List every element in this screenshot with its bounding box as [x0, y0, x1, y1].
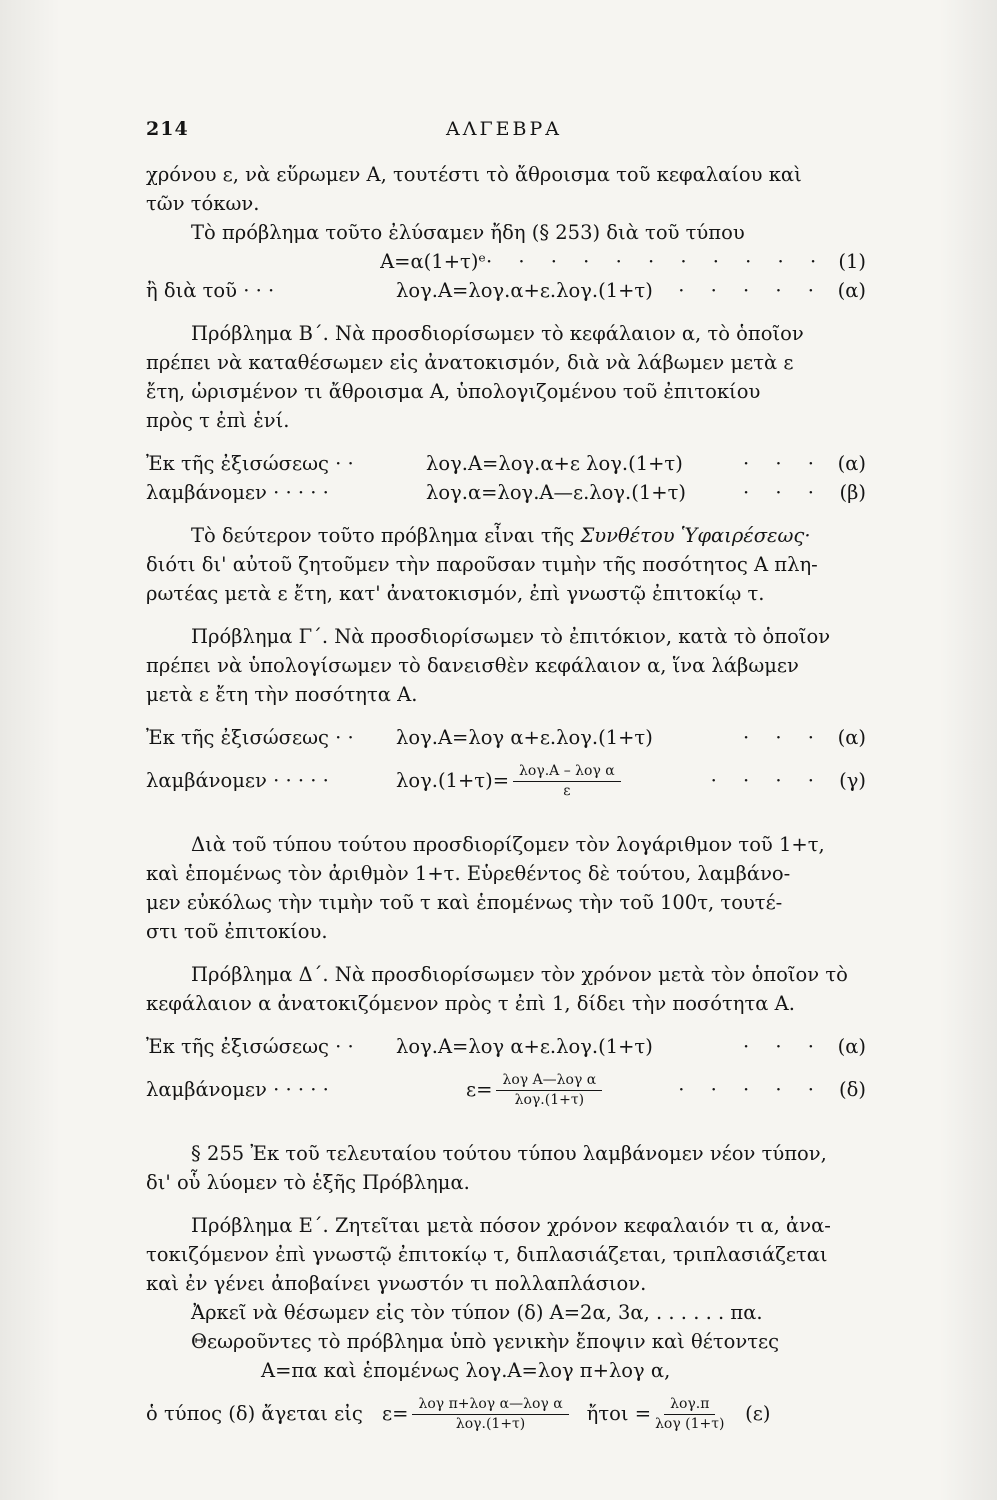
- fraction-denominator: λογ.(1+τ): [455, 1415, 526, 1432]
- equation-prefix: ὁ τύπος (δ) ἄγεται εἰς: [146, 1402, 363, 1425]
- problem-b-line: Πρόβλημα Β΄. Νὰ προσδιορίσωμεν τὸ κεφάλαιον α, τὸ ὁποῖον: [191, 322, 804, 345]
- text-line: μεν εὐκόλως τὴν τιμὴν τοῦ τ καὶ ἑπομένως τὴν τοῦ 100τ, τουτέ-: [146, 891, 783, 914]
- leader-dots: · · ·: [743, 1035, 824, 1058]
- page-body: [146, 160, 866, 1443]
- text-line: διότι δι' αὐτοῦ ζητοῦμεν τὴν παροῦσαν τιμὴν τῆς ποσότητος Α πλη-: [146, 553, 818, 576]
- equation-prefix: Ἐκ τῆς ἐξισώσεως · ·: [146, 726, 354, 749]
- fraction-numerator: λογ Α—λογ α: [496, 1072, 602, 1091]
- page-header: [146, 118, 864, 148]
- equation-d2: [146, 1061, 866, 1119]
- equation-prefix: λαμβάνομεν · · · · ·: [146, 481, 329, 504]
- equation-d1: [146, 1032, 866, 1061]
- fraction-numerator: λογ π+λογ α—λογ α: [412, 1396, 568, 1415]
- equation-tag: (ε): [745, 1402, 771, 1425]
- equation-tag: (β): [839, 481, 866, 504]
- equation-prefix: Ἐκ τῆς ἐξισώσεως · ·: [146, 1035, 354, 1058]
- text-line: δι' οὗ λύομεν τὸ ἑξῆς Πρόβλημα.: [146, 1171, 470, 1194]
- equation-expr: λογ.Α=λογ.α+ε.λογ.(1+τ): [396, 279, 653, 302]
- equation-prefix: λαμβάνομεν · · · · ·: [146, 1078, 329, 1101]
- equation-prefix: Ἐκ τῆς ἐξισώσεως · ·: [146, 452, 354, 475]
- equation-prefix: λαμβάνομεν · · · · ·: [146, 769, 329, 792]
- equation-tag: (γ): [839, 769, 866, 792]
- leader-dots: · · · · ·: [678, 279, 824, 302]
- fraction-denominator: λογ (1+τ): [655, 1415, 725, 1432]
- equation-lhs: λογ.(1+τ)=: [396, 769, 510, 792]
- problem-e-line: Πρόβλημα Ε΄. Ζητεῖται μετὰ πόσον χρόνον κεφαλαιόν τι α, ἀνα-: [191, 1214, 831, 1237]
- text-line: πρέπει νὰ καταθέσωμεν εἰς ἀνατοκισμόν, διὰ νὰ λάβωμεν μετὰ ε: [146, 351, 794, 374]
- text-line: πρὸς τ ἐπὶ ἑνί.: [146, 409, 290, 432]
- equation-expr: λογ.α=λογ.Α—ε.λογ.(1+τ): [426, 481, 686, 504]
- equation-b1: [146, 449, 866, 478]
- equation-expr: Α=α(1+τ)ᵉ: [380, 250, 486, 273]
- leader-dots: · · · · · · · · · · ·: [485, 250, 827, 273]
- running-title: ΑΛΓΕΒΡΑ: [446, 118, 562, 140]
- text-line: Θεωροῦντες τὸ πρόβλημα ὑπὸ γενικὴν ἔποψιν καὶ θέτοντες: [191, 1330, 780, 1353]
- leader-dots: · · ·: [743, 481, 824, 504]
- equation-g1: [146, 723, 866, 752]
- equation-tag: (α): [837, 452, 866, 475]
- italic-term: Συνθέτου Ὑφαιρέσεως·: [580, 524, 811, 547]
- text-line: καὶ ἑπομένως τὸν ἀριθμὸν 1+τ. Εὑρεθέντος δὲ τούτου, λαμβάνο-: [146, 862, 791, 885]
- equation-lhs: ε=: [466, 1078, 493, 1101]
- fraction: [412, 1396, 568, 1433]
- text-line: μετὰ ε ἔτη τὴν ποσότητα Α.: [146, 683, 418, 706]
- fraction-numerator: λογ.π: [664, 1396, 715, 1415]
- text-line: ρωτέας μετὰ ε ἔτη, κατ' ἀνατοκισμόν, ἐπὶ γνωστῷ ἐπιτοκίῳ τ.: [146, 582, 765, 605]
- equation-a: [146, 276, 866, 305]
- equation-expr: λογ.Α=λογ.α+ε λογ.(1+τ): [426, 452, 683, 475]
- equation-tag: (1): [838, 250, 866, 273]
- equation-lhs: ε=: [382, 1402, 409, 1425]
- text-line: Α=πα καὶ ἑπομένως λογ.Α=λογ π+λογ α,: [261, 1359, 671, 1382]
- text-line: τοκιζόμενον ἐπὶ γνωστῷ ἐπιτοκίῳ τ, διπλασιάζεται, τριπλασιάζεται: [146, 1243, 828, 1266]
- text-line: χρόνου ε, νὰ εὕρωμεν Α, τουτέστι τὸ ἄθροισμα τοῦ κεφαλαίου καὶ: [146, 163, 802, 186]
- fraction-denominator: λογ.(1+τ): [514, 1092, 585, 1108]
- equation-g2: [146, 752, 866, 810]
- fraction-numerator: λογ.Α – λογ α: [513, 763, 621, 782]
- equation-tag: (δ): [839, 1078, 866, 1101]
- equation-tag: (α): [837, 279, 866, 302]
- equation-expr: λογ.Α=λογ α+ε.λογ.(1+τ): [396, 726, 653, 749]
- page-number: 214: [146, 118, 189, 140]
- fraction: [496, 1072, 602, 1109]
- text-line: κεφάλαιον α ἀνατοκιζόμενον πρὸς τ ἐπὶ 1, δίδει τὴν ποσότητα Α.: [146, 992, 795, 1015]
- problem-g-line: Πρόβλημα Γ΄. Νὰ προσδιορίσωμεν τὸ ἐπιτόκιον, κατὰ τὸ ὁποῖον: [191, 625, 831, 648]
- fraction: [513, 763, 621, 800]
- leader-dots: · · · ·: [710, 769, 824, 792]
- text-line: Τὸ δεύτερον τοῦτο πρόβλημα εἶναι τῆς Συνθέτου Ὑφαιρέσεως·: [191, 524, 811, 547]
- fraction-denominator: ε: [563, 783, 571, 799]
- text-line: ἔτη, ὡρισμένον τι ἄθροισμα Α, ὑπολογιζομένου τοῦ ἐπιτοκίου: [146, 380, 761, 403]
- leader-dots: · · ·: [743, 452, 824, 475]
- leader-dots: · · · · ·: [678, 1078, 824, 1101]
- equation-1: [146, 247, 866, 276]
- problem-d-line: Πρόβλημα Δ΄. Νὰ προσδιορίσωμεν τὸν χρόνον μετὰ τὸν ὁποῖον τὸ: [191, 963, 848, 986]
- equation-tag: (α): [837, 726, 866, 749]
- text-line: τῶν τόκων.: [146, 192, 260, 215]
- text-line: Τὸ πρόβλημα τοῦτο ἐλύσαμεν ἤδη (§ 253) διὰ τοῦ τύπου: [191, 221, 745, 244]
- equation-b2: [146, 478, 866, 507]
- text-line: στι τοῦ ἐπιτοκίου.: [146, 920, 328, 943]
- equation-connector: ἤτοι =: [586, 1402, 652, 1425]
- equation-prefix: ἢ διὰ τοῦ · · ·: [146, 279, 275, 302]
- equation-expr: λογ.Α=λογ α+ε.λογ.(1+τ): [396, 1035, 653, 1058]
- equation-e: [146, 1385, 866, 1443]
- text-line: Διὰ τοῦ τύπου τούτου προσδιορίζομεν τὸν λογάριθμον τοῦ 1+τ,: [191, 833, 825, 856]
- leader-dots: · · ·: [743, 726, 824, 749]
- equation-tag: (α): [837, 1035, 866, 1058]
- text-line: πρέπει νὰ ὑπολογίσωμεν τὸ δανεισθὲν κεφάλαιον α, ἵνα λάβωμεν: [146, 654, 799, 677]
- text-line: Ἀρκεῖ νὰ θέσωμεν εἰς τὸν τύπον (δ) Α=2α, 3α, . . . . . . πα.: [191, 1301, 763, 1324]
- section-255-line: § 255 Ἐκ τοῦ τελευταίου τούτου τύπου λαμβάνομεν νέον τύπον,: [191, 1142, 827, 1165]
- fraction: [655, 1396, 724, 1433]
- text-line: καὶ ἐν γένει ἀποβαίνει γνωστόν τι πολλαπλάσιον.: [146, 1272, 647, 1295]
